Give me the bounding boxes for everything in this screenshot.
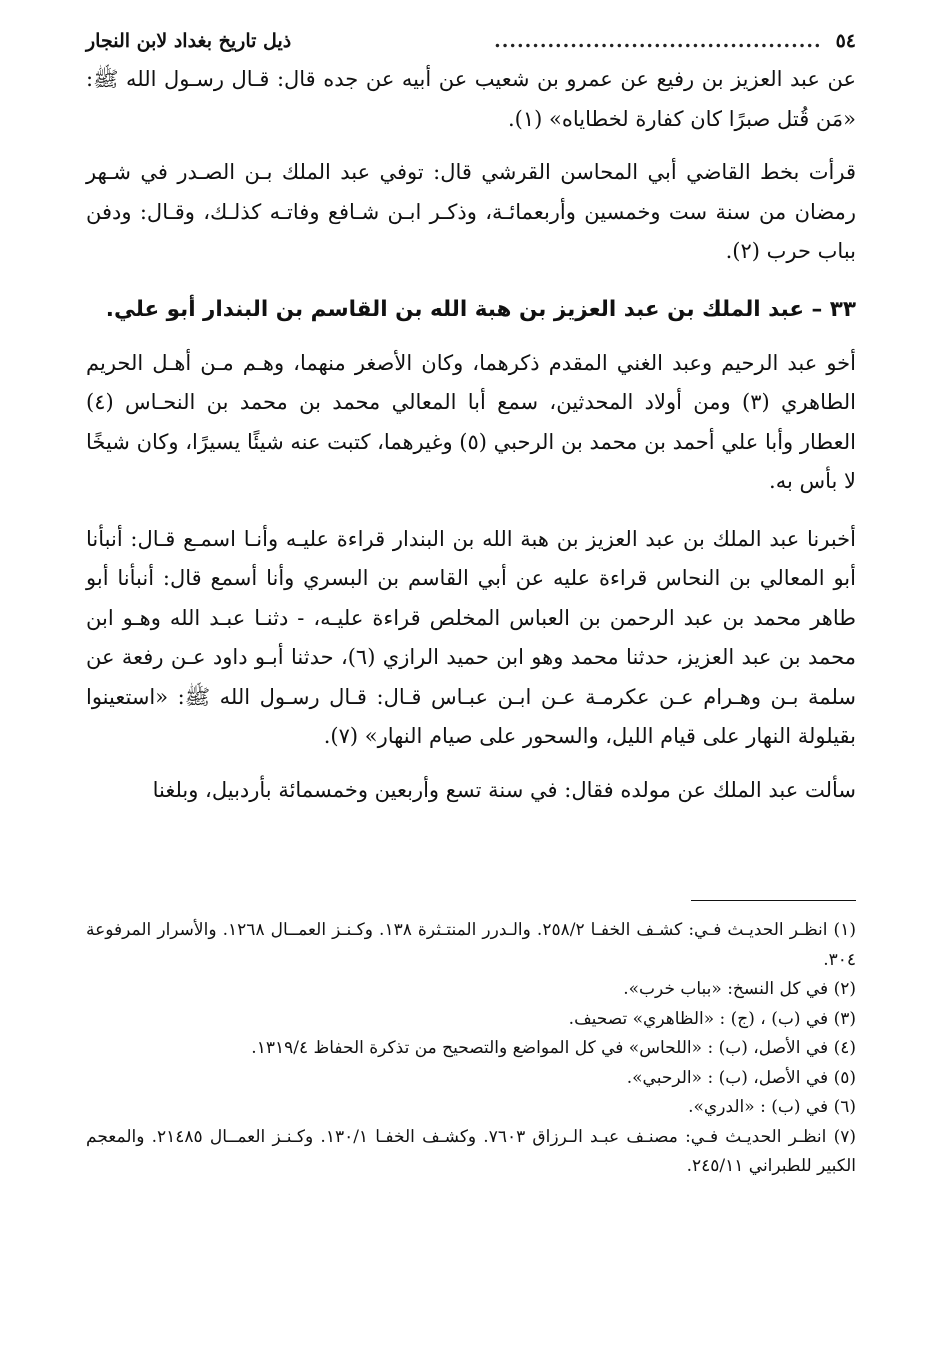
paragraph-isnad: أخبرنا عبد الملك بن عبد العزيز بن هبة الله بن البندار قراءة عليـه وأنـا اسمـع قـال: أنبأنا أبو المعالي بن النحاس قراءة عليه عن أبي القاسم بن البسري وأنا أسمع قال: أنبأنا أبو طاهر محمد بن عبد الرحمن بن العباس المخلص قراءة عليـه، - دثنـا عبـد الله وهـو ابن محمد بن عبد العزيز، حدثنا محمد وهو ابن حميد الرازي (٦)، حدثنا أبـو داود عـن رفعة عن سلمة بـن وهـرام عـن عكرمـة عـن ابـن عبـاس قـال: قـال رسـول الله ﷺ: «استعينوا بقيلولة النهار على قيام الليل، والسحور على صيام النهار» (٧).	[86, 526, 856, 748]
paragraph-birth: سألت عبد الملك عن مولده فقال: في سنة تسع وأربعين وخمسمائة بأردبيل، وبلغنا	[152, 777, 856, 802]
footnote-6: (٦) في (ب) : «الدري».	[688, 1097, 856, 1117]
header-leader-dots: ...........................................	[494, 30, 822, 52]
paragraph-hadith-sabr: عن عبد العزيز بن رفيع عن عمرو بن شعيب عن أبيه عن جده قال: قـال رسـول الله ﷺ: «مَن قُتل صبرًا كان كفارة لخطاياه» (١).	[86, 67, 856, 131]
footnote-1: (١) انظـر الحديـث فـي: كشـف الخفـا ٢٥٨/٢. والـدرر المنتـثرة ١٣٨. وكـنـز العمــال ١٢٦٨. والأسرار المرفوعة ٣٠٤.	[86, 920, 856, 970]
footnote-3: (٣) في (ب) ، (ج) : «الظاهري» تصحيف.	[568, 1008, 856, 1029]
footnote-4: (٤) في الأصل، (ب) : «اللحاس» في كل المواضع والتصحيح من تذكرة الحفاظ ١٣١٩/٤.	[251, 1038, 856, 1058]
footnote-7: (٧) انظـر الحديـث فـي: مصنـف عبـد الـرزاق ٧٦٠٣. وكشـف الخفـا ١٣٠/١. وكـنـز العمــال ٢١٤٨٥. والمعجم الكبير للطبراني ٢٤٥/١١.	[86, 1126, 856, 1176]
paragraph-biography: أخو عبد الرحيم وعبد الغني المقدم ذكرهما، وكان الأصغر منهما، وهـم مـن أهـل الحريم الطاهري (٣) ومن أولاد المحدثين، سمع أبا المعالي محمد بن محمد بن النحـاس (٤) العطار وأبا علي أحمد بن محمد بن الرحبي (٥) وغيرهما، كتبت عنه شيئًا يسيرًا، وكان شيخًا لا بأس به.	[86, 350, 856, 493]
page-number: ٥٤	[835, 30, 856, 52]
paragraph-death-note: قرأت بخط القاضي أبي المحاسن القرشي قال: توفي عبد الملك بـن الصـدر في شـهر رمضان من سنة ست وخمسين وأربعمائـة، وذكـر ابـن شـافع وفاتـه كذلـك، وقـال: ودفن بباب حرب (٢).	[86, 160, 856, 263]
page-body	[86, 24, 856, 1176]
footnote-2: (٢) في كل النسخ: «بباب خرب».	[623, 979, 856, 999]
footnote-5: (٥) في الأصل، (ب) : «الرحبي».	[626, 1067, 856, 1088]
footnote-divider	[691, 900, 856, 901]
running-header	[86, 24, 856, 60]
book-title: ذيل تاريخ بغداد لابن النجار	[86, 30, 292, 52]
footnotes	[86, 916, 856, 1182]
entry-heading: ٣٣ – عبد الملك بن عبد العزيز بن هبة الله بن القاسم بن البندار أبو علي.	[105, 296, 856, 322]
